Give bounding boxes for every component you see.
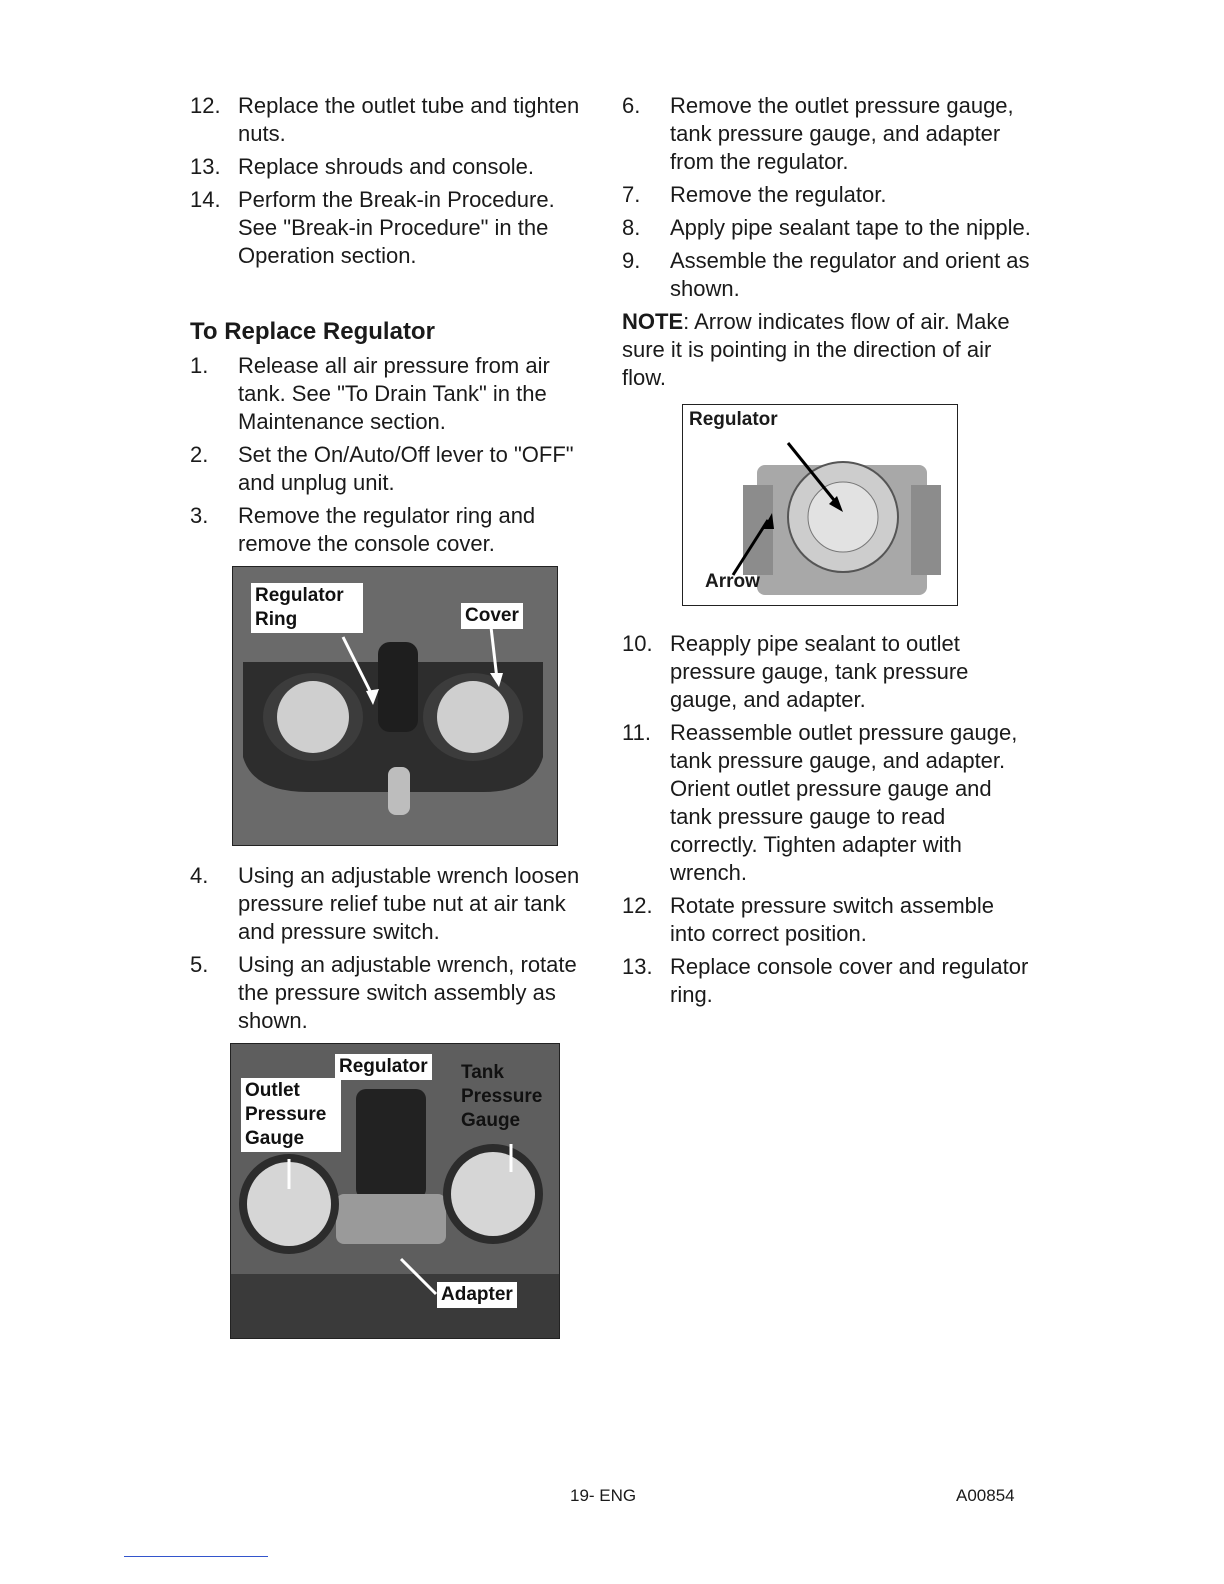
step-5	[190, 951, 590, 1035]
step-text: Using an adjustable wrench, rotate the pressure switch assembly as shown.	[238, 952, 577, 1033]
note-label: NOTE	[622, 309, 684, 334]
regulator-gauges-photo	[230, 1043, 560, 1339]
step-text: Rotate pressure switch assemble into correct position.	[670, 893, 995, 946]
step-4	[190, 862, 590, 946]
cover-label: Cover	[461, 603, 523, 629]
tank-pressure-gauge-label: Tank Pressure Gauge	[461, 1062, 543, 1131]
step-7	[622, 181, 1032, 209]
step-text: Assemble the regulator and orient as shown.	[670, 248, 1030, 301]
step-number: 13.	[190, 154, 221, 179]
step-number: 3.	[190, 503, 209, 528]
step-text: Remove the regulator.	[670, 182, 887, 207]
step-14-left	[190, 186, 590, 270]
section-title: To Replace Regulator	[190, 318, 435, 345]
regulator-orientation-figure	[682, 404, 958, 606]
step-text: Apply pipe sealant tape to the nipple.	[670, 215, 1031, 240]
step-text: Using an adjustable wrench loosen pressure relief tube nut at air tank and pressure switch.	[238, 863, 580, 944]
step-12-left	[190, 92, 590, 148]
regulator-ring-label: Regulator Ring	[251, 583, 363, 633]
step-13-right	[622, 953, 1032, 1009]
left-column	[190, 92, 590, 1355]
step-text: Replace console cover and regulator ring.	[670, 954, 1029, 1007]
note-paragraph	[622, 308, 1032, 392]
footer-rule	[124, 1556, 268, 1557]
step-text: Reapply pipe sealant to outlet pressure gauge, tank pressure gauge, and adapter.	[670, 631, 969, 712]
step-number: 6.	[622, 93, 641, 118]
step-number: 14.	[190, 187, 221, 212]
step-6	[622, 92, 1032, 176]
step-9	[622, 247, 1032, 303]
step-8	[622, 214, 1032, 242]
step-3	[190, 502, 590, 558]
step-text: Perform the Break-in Procedure. See "Break-in Procedure" in the Operation section.	[238, 187, 555, 268]
right-column	[622, 92, 1032, 1014]
note-text: : Arrow indicates flow of air. Make sure it is pointing in the direction of air flow.	[622, 309, 1010, 390]
step-number: 4.	[190, 863, 209, 888]
step-text: Release all air pressure from air tank. See "To Drain Tank" in the Maintenance section.	[238, 353, 550, 434]
step-number: 11.	[622, 720, 651, 745]
step-number: 8.	[622, 215, 641, 240]
step-number: 12.	[190, 93, 221, 118]
step-12-right	[622, 892, 1032, 948]
outlet-pressure-gauge-label: Outlet Pressure Gauge	[241, 1078, 341, 1152]
step-number: 7.	[622, 182, 641, 207]
step-text: Replace the outlet tube and tighten nuts.	[238, 93, 580, 146]
step-text: Set the On/Auto/Off lever to "OFF" and unplug unit.	[238, 442, 574, 495]
step-number: 10.	[622, 631, 653, 656]
adapter-label: Adapter	[437, 1282, 517, 1308]
arrow-label: Arrow	[705, 571, 760, 592]
step-text: Reassemble outlet pressure gauge, tank pressure gauge, and adapter. Orient outlet pressure gauge and tank pressure gauge to read correctly. Tighten adapter with wrench.	[670, 720, 1018, 885]
step-2	[190, 441, 590, 497]
step-number: 12.	[622, 893, 653, 918]
step-text: Remove the regulator ring and remove the console cover.	[238, 503, 536, 556]
step-number: 2.	[190, 442, 209, 467]
step-1	[190, 352, 590, 436]
step-number: 1.	[190, 353, 209, 378]
step-text: Replace shrouds and console.	[238, 154, 534, 179]
page-number: 19- ENG	[570, 1486, 637, 1505]
console-photo	[232, 566, 558, 846]
document-code: A00854	[956, 1486, 1015, 1505]
step-number: 9.	[622, 248, 641, 273]
step-number: 5.	[190, 952, 209, 977]
step-11	[622, 719, 1032, 887]
step-text: Remove the outlet pressure gauge, tank pressure gauge, and adapter from the regulator.	[670, 93, 1014, 174]
step-13-left	[190, 153, 590, 181]
step-number: 13.	[622, 954, 653, 979]
step-10	[622, 630, 1032, 714]
regulator-label: Regulator	[335, 1054, 432, 1080]
figure-regulator-label: Regulator	[689, 409, 778, 430]
